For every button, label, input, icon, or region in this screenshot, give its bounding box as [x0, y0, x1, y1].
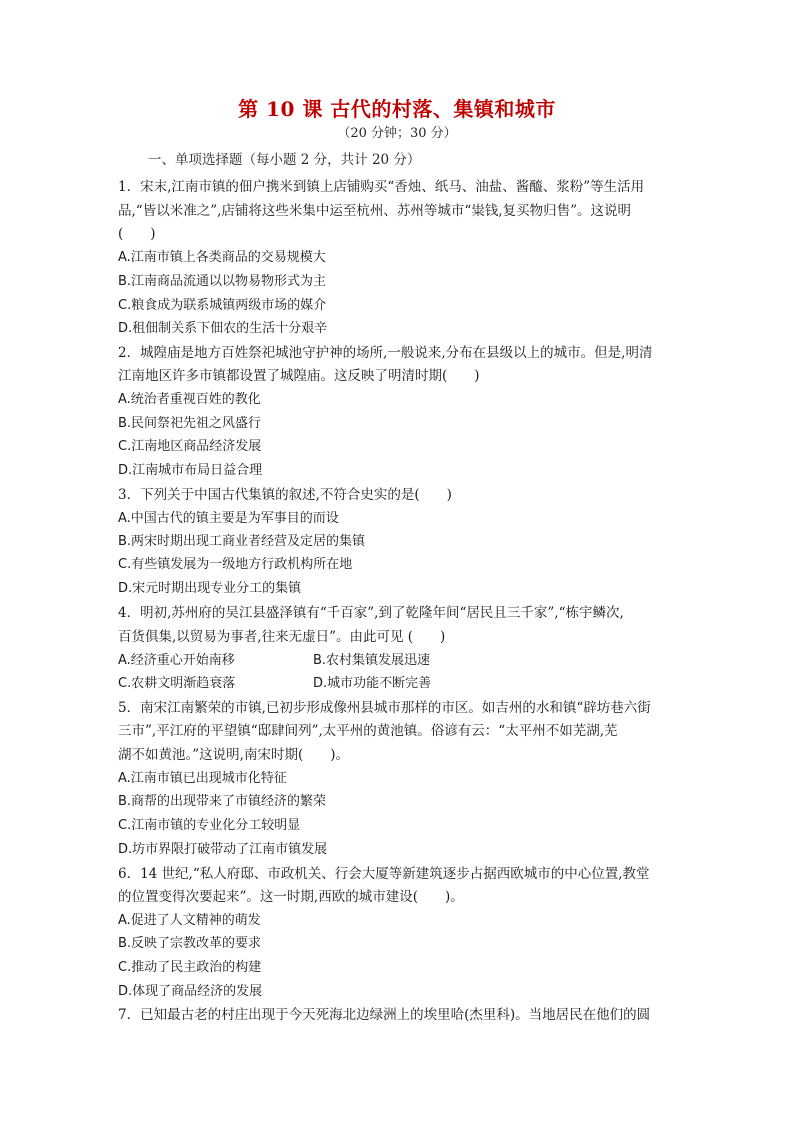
q4-option-row-2	[118, 672, 683, 691]
q4-option-a: A.经济重心开始南移	[118, 653, 235, 668]
q6-option-b: B.反映了宗教改革的要求	[118, 936, 262, 951]
q2-stem-line-2: 江南地区许多市镇都设置了城隍庙。这反映了明清时期( )	[118, 368, 480, 384]
q4-option-row-1	[118, 649, 683, 668]
q2-stem-line-1: 2．城隍庙是地方百姓祭祀城池守护神的场所,一般说来,分布在县级以上的城市。但是,明清	[118, 345, 653, 361]
q2-option-a: A.统治者重视百姓的教化	[118, 392, 261, 407]
q6-stem-line-1: 6．14 世纪,“私人府邸、市政机关、行会大厦等新建筑逐步占据西欧城市的中心位置,教堂	[118, 866, 650, 882]
section-heading: 一、单项选择题（每小题 2 分，共计 20 分）	[148, 152, 421, 168]
q1-stem-line-2: 品,“皆以米准之”,店铺将这些米集中运至杭州、苏州等城市“粜钱,复买物归售”。这说明	[118, 203, 631, 219]
q5-stem-line-1: 5．南宋江南繁荣的市镇,已初步形成像州县城市那样的市区。如吉州的水和镇“辟坊巷六街	[118, 700, 651, 716]
q4-stem-line-2: 百货俱集,以贸易为事者,往来无虚日”。由此可见 ( )	[118, 629, 446, 645]
q5-option-a: A.江南市镇已出现城市化特征	[118, 771, 287, 786]
q3-stem-line-1: 3．下列关于中国古代集镇的叙述,不符合史实的是( )	[118, 487, 452, 503]
q6-option-c: C.推动了民主政治的构建	[118, 960, 262, 975]
q4-stem-line-1: 4．明初,苏州府的吴江县盛泽镇有“千百家”,到了乾隆年间“居民且三千家”,“栋宇鳞次,	[118, 605, 624, 621]
page-title: 第 10 课 古代的村落、集镇和城市	[238, 97, 556, 121]
q6-option-a: A.促进了人文精神的萌发	[118, 913, 261, 928]
q4-option-c: C.农耕文明渐趋衰落	[118, 676, 236, 691]
q3-option-a: A.中国古代的镇主要是为军事目的而设	[118, 511, 339, 526]
q6-stem-line-2: 的位置变得次要起来”。这一时期,西欧的城市建设( )。	[118, 889, 464, 905]
q5-option-c: C.江南市镇的专业化分工较明显	[118, 818, 301, 833]
q2-option-c: C.江南地区商品经济发展	[118, 439, 262, 454]
q7-stem-line-1: 7．已知最古老的村庄出现于今天死海北边绿洲上的埃里哈(杰里科)。当地居民在他们的圆	[118, 1007, 651, 1023]
q5-stem-line-2: 三市”,平江府的平望镇“邸肆间列”,太平州的黄池镇。俗谚有云：“太平州不如芜湖,芜	[118, 723, 618, 739]
q2-option-b: B.民间祭祀先祖之风盛行	[118, 416, 262, 431]
q1-option-d: D.租佃制关系下佃农的生活十分艰辛	[118, 321, 328, 336]
q2-option-d: D.江南城市布局日益合理	[118, 463, 263, 478]
q3-option-d: D.宋元时期出现专业分工的集镇	[118, 581, 302, 596]
q5-option-b: B.商帮的出现带来了市镇经济的繁荣	[118, 794, 327, 809]
q3-option-b: B.两宋时期出现工商业者经营及定居的集镇	[118, 534, 366, 549]
q1-answer-blank: ( )	[118, 226, 156, 242]
q1-stem-line-1: 1．宋末,江南市镇的佃户携米到镇上店铺购买“香烛、纸马、油盐、酱醯、浆粉”等生活用	[118, 179, 645, 195]
time-score-note: （20 分钟；30 分）	[337, 126, 457, 141]
q4-option-b: B.农村集镇发展迅速	[313, 653, 431, 668]
q4-option-d: D.城市功能不断完善	[313, 676, 432, 691]
q5-stem-line-3: 湖不如黄池。”这说明,南宋时期( )。	[118, 747, 349, 763]
q1-option-c: C.粮食成为联系城镇两级市场的媒介	[118, 298, 327, 313]
q1-option-a: A.江南市镇上各类商品的交易规模大	[118, 250, 326, 265]
q6-option-d: D.体现了商品经济的发展	[118, 984, 263, 999]
q5-option-d: D.坊市界限打破带动了江南市镇发展	[118, 842, 328, 857]
q1-option-b: B.江南商品流通以以物易物形式为主	[118, 274, 327, 289]
q3-option-c: C.有些镇发展为一级地方行政机构所在地	[118, 557, 353, 572]
